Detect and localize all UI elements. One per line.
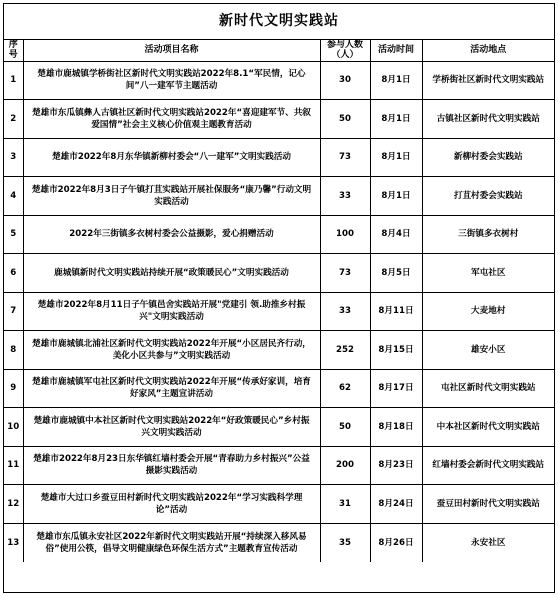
cell-time: 8月1日 bbox=[370, 177, 422, 216]
cell-name: 楚雄市2022年8月3日子午镇打苴实践站开展社保服务“康乃馨”行动文明实践活动 bbox=[23, 177, 320, 216]
cell-count: 73 bbox=[320, 254, 370, 293]
cell-count: 50 bbox=[320, 408, 370, 447]
table-row bbox=[4, 408, 554, 447]
cell-place: 军屯社区 bbox=[422, 254, 554, 293]
cell-name: 楚雄市鹿城镇军屯社区新时代文明实践站2022年开展“传承好家训，培育好家风”主题宣讲活动 bbox=[23, 369, 320, 408]
cell-no: 12 bbox=[4, 485, 23, 524]
table-row bbox=[4, 177, 554, 216]
cell-place: 中本社区新时代文明实践站 bbox=[422, 408, 554, 447]
table-row bbox=[4, 254, 554, 293]
table-row bbox=[4, 100, 554, 139]
cell-count: 33 bbox=[320, 292, 370, 331]
cell-count: 50 bbox=[320, 100, 370, 139]
table-row bbox=[4, 369, 554, 408]
activity-table-document bbox=[3, 3, 555, 593]
cell-no: 4 bbox=[4, 177, 23, 216]
cell-place: 三街镇多衣树村 bbox=[422, 215, 554, 254]
header-time: 活动时间 bbox=[370, 40, 422, 61]
table-header-row bbox=[4, 40, 554, 61]
cell-name: 楚雄市东瓜镇永安社区2022年新时代文明实践站开展“持续深入移风易俗”使用公筷，倡导文明健康绿色环保生活方式”主题教育宣传活动 bbox=[23, 523, 320, 562]
cell-time: 8月5日 bbox=[370, 254, 422, 293]
table-row bbox=[4, 292, 554, 331]
activity-table bbox=[4, 40, 554, 562]
cell-place: 屯社区新时代文明实践站 bbox=[422, 369, 554, 408]
cell-count: 35 bbox=[320, 523, 370, 562]
document-title: 新时代文明实践站 bbox=[4, 4, 554, 40]
table-row bbox=[4, 215, 554, 254]
table-row bbox=[4, 61, 554, 100]
cell-time: 8月24日 bbox=[370, 485, 422, 524]
cell-time: 8月23日 bbox=[370, 446, 422, 485]
cell-no: 7 bbox=[4, 292, 23, 331]
cell-name: 楚雄市2022年8月东华镇新柳村委会“八一建军”文明实践活动 bbox=[23, 138, 320, 177]
table-row bbox=[4, 485, 554, 524]
table-row bbox=[4, 523, 554, 562]
cell-time: 8月1日 bbox=[370, 61, 422, 100]
cell-place: 打苴村委会实践站 bbox=[422, 177, 554, 216]
cell-place: 蚕豆田村新时代文明实践站 bbox=[422, 485, 554, 524]
cell-no: 6 bbox=[4, 254, 23, 293]
table-row bbox=[4, 446, 554, 485]
cell-name: 楚雄市鹿城镇中本社区新时代文明实践站2022年“好政策暖民心”乡村振兴文明实践活动 bbox=[23, 408, 320, 447]
cell-no: 10 bbox=[4, 408, 23, 447]
header-name: 活动项目名称 bbox=[23, 40, 320, 61]
cell-count: 252 bbox=[320, 331, 370, 370]
cell-count: 100 bbox=[320, 215, 370, 254]
cell-name: 2022年三街镇多衣树村委会公益摄影，爱心捐赠活动 bbox=[23, 215, 320, 254]
cell-no: 3 bbox=[4, 138, 23, 177]
cell-place: 大麦地村 bbox=[422, 292, 554, 331]
cell-place: 学桥街社区新时代文明实践站 bbox=[422, 61, 554, 100]
cell-no: 13 bbox=[4, 523, 23, 562]
cell-name: 楚雄市2022年8月23日东华镇红墙村委会开展“青春助力乡村振兴”公益摄影实践活动 bbox=[23, 446, 320, 485]
cell-time: 8月26日 bbox=[370, 523, 422, 562]
cell-time: 8月11日 bbox=[370, 292, 422, 331]
cell-count: 200 bbox=[320, 446, 370, 485]
cell-name: 楚雄市东瓜镇彝人古镇社区新时代文明实践站2022年“喜迎建军节、共叙爱国情”社会主义核心价值观主题教育活动 bbox=[23, 100, 320, 139]
cell-place: 永安社区 bbox=[422, 523, 554, 562]
cell-place: 雄安小区 bbox=[422, 331, 554, 370]
cell-count: 33 bbox=[320, 177, 370, 216]
header-count: 参与人数（人） bbox=[320, 40, 370, 61]
cell-time: 8月4日 bbox=[370, 215, 422, 254]
cell-name: 楚雄市2022年8月11日子午镇邑舍实践站开展"党建引 领.助推乡村振兴"文明实践活动 bbox=[23, 292, 320, 331]
table-row bbox=[4, 138, 554, 177]
cell-count: 62 bbox=[320, 369, 370, 408]
cell-time: 8月15日 bbox=[370, 331, 422, 370]
cell-count: 31 bbox=[320, 485, 370, 524]
cell-name: 鹿城镇新时代文明实践站持续开展“政策暖民心”文明实践活动 bbox=[23, 254, 320, 293]
cell-place: 新柳村委会实践站 bbox=[422, 138, 554, 177]
cell-no: 5 bbox=[4, 215, 23, 254]
cell-name: 楚雄市鹿城镇北浦社区新时代文明实践站2022年开展“小区居民齐行动，美化小区共参与”文明实践活动 bbox=[23, 331, 320, 370]
cell-no: 11 bbox=[4, 446, 23, 485]
cell-name: 楚雄市鹿城镇学桥街社区新时代文明实践站2022年8.1“军民情，记心间”八一建军节主题活动 bbox=[23, 61, 320, 100]
cell-no: 1 bbox=[4, 61, 23, 100]
cell-place: 红墙村委会新时代文明实践站 bbox=[422, 446, 554, 485]
cell-count: 73 bbox=[320, 138, 370, 177]
header-no: 序号 bbox=[4, 40, 23, 61]
table-row bbox=[4, 331, 554, 370]
cell-no: 2 bbox=[4, 100, 23, 139]
cell-time: 8月17日 bbox=[370, 369, 422, 408]
cell-time: 8月1日 bbox=[370, 100, 422, 139]
cell-count: 30 bbox=[320, 61, 370, 100]
cell-time: 8月1日 bbox=[370, 138, 422, 177]
header-place: 活动地点 bbox=[422, 40, 554, 61]
cell-time: 8月18日 bbox=[370, 408, 422, 447]
cell-no: 9 bbox=[4, 369, 23, 408]
cell-place: 古镇社区新时代文明实践站 bbox=[422, 100, 554, 139]
cell-name: 楚雄市大过口乡蚕豆田村新时代文明实践站2022年“学习实践科学理论”活动 bbox=[23, 485, 320, 524]
cell-no: 8 bbox=[4, 331, 23, 370]
